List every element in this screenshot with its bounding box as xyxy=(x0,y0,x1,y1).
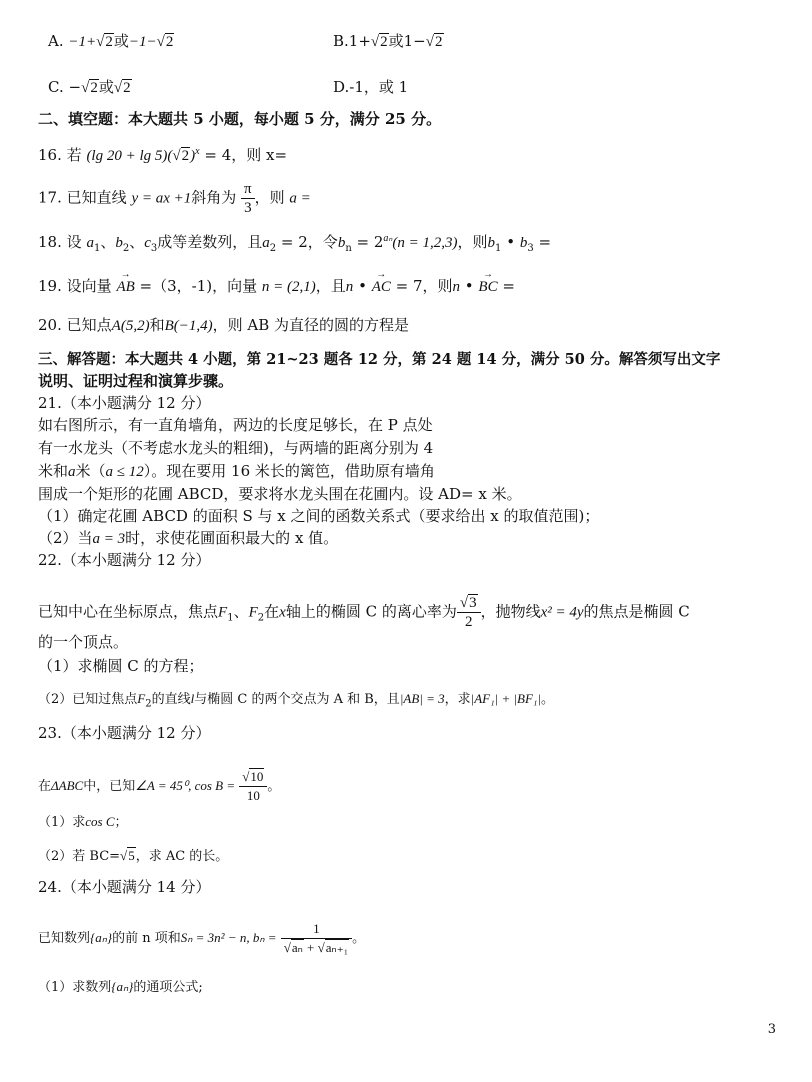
question-18 xyxy=(38,229,551,259)
q23-sub2 xyxy=(38,846,228,867)
q24-para1 xyxy=(38,920,365,957)
q16-expression: (lg 20 + lg 5)( xyxy=(86,148,173,164)
q23-cosc: cos C xyxy=(85,814,115,829)
q22-ab: |AB| = 3 xyxy=(399,691,445,706)
q16-exponent: x xyxy=(195,146,200,157)
option-c-sqrt2: √2 xyxy=(113,80,131,96)
q18-eq: = 2，令 xyxy=(276,233,338,251)
q23-angle: ∠A = 45⁰, cos B = xyxy=(135,778,236,793)
q22-p1e: 的焦点是椭圆 C xyxy=(583,602,690,621)
q18-b3-sub: 3 xyxy=(527,243,534,254)
option-a-sqrt2: √2 xyxy=(156,34,174,50)
q23-s1a: （1）求 xyxy=(38,815,86,830)
q21-l3a: 米和 xyxy=(38,462,69,480)
q24-fraction: $\frac{1}{\text{√aₙ + √aₙ₊₁}}$ xyxy=(281,920,352,957)
q18-text1: 设 xyxy=(66,233,82,251)
q22-s2a: （2）已知过焦点 xyxy=(38,692,138,707)
q24-p1c: 。 xyxy=(352,931,366,946)
q22-s2e: 。 xyxy=(541,692,555,707)
q17-fraction: $\frac{\pi}{3}$ xyxy=(241,180,255,217)
q22-sep: 、 xyxy=(233,602,249,621)
q22-parabola: x² = 4y xyxy=(540,604,584,621)
q19-dot: • xyxy=(353,277,372,295)
q18-b3: b xyxy=(519,235,528,251)
q24-s1b: 的通项公式; xyxy=(133,980,203,995)
q23-p1c: 。 xyxy=(267,779,281,794)
q22-line-l: l xyxy=(190,691,195,706)
q21-l6a: （2）当 xyxy=(38,529,93,547)
q23-triangle: ΔABC xyxy=(51,778,84,793)
q22-s2c: 与椭圆 C 的两个交点为 A 和 B，且 xyxy=(194,692,400,707)
q16-close: ) xyxy=(190,148,196,164)
q23-fraction: $\frac{√10}{10}$ xyxy=(239,768,267,805)
q18-b1-sub: 1 xyxy=(495,243,502,254)
q18-dot: • xyxy=(501,233,520,251)
q21-l3c: ）。现在要用 16 米长的篱笆，借助原有墙角 xyxy=(143,462,435,480)
q22-para1 xyxy=(38,594,690,631)
option-c-label: C. xyxy=(48,78,64,96)
q18-c3: c xyxy=(144,235,151,251)
q24-title: 24.（本小题满分 14 分） xyxy=(38,878,211,896)
option-a-or: 或 xyxy=(113,32,129,50)
q24-s1a: （1）求数列 xyxy=(38,980,112,995)
q24-p1b: 的前 n 项和 xyxy=(112,931,181,946)
q18-c3-sub: 3 xyxy=(150,243,158,254)
q23-s2b: ，求 AC 的长。 xyxy=(135,849,229,864)
q22-s2-f: F xyxy=(137,691,146,706)
q19-n2: n xyxy=(345,279,354,295)
option-b-label: B.1+ xyxy=(333,32,371,50)
q17-prefix: 已知直线 xyxy=(66,188,127,207)
q21-title: 21.（本小题满分 12 分） xyxy=(38,394,211,412)
option-b-or: 或1− xyxy=(388,32,426,50)
q22-sub2 xyxy=(38,689,554,715)
q16-suffix: = 4，则 x= xyxy=(204,146,288,164)
q19-number: 19. xyxy=(38,277,62,295)
q17-number: 17. xyxy=(38,188,62,207)
q20-point-a: A(5,2) xyxy=(111,318,150,334)
q22-p1b: 在 xyxy=(264,602,280,621)
q21-condition: a ≤ 12 xyxy=(105,464,144,480)
q21-line4: 围成一个矩形的花圃 ABCD，要求将水龙头围在花圃内。设 AD= x 米。 xyxy=(38,485,522,503)
q21-line3 xyxy=(38,461,435,482)
q18-bn-sub: n xyxy=(345,243,352,254)
q19-text1: 设向量 xyxy=(66,277,112,295)
option-c-or: 或 xyxy=(98,78,114,96)
question-19 xyxy=(38,276,515,297)
q18-text3: ，则 xyxy=(457,233,488,251)
q23-para1 xyxy=(38,768,280,805)
q18-text2: 成等差数列，且 xyxy=(157,233,263,251)
q18-b1: b xyxy=(487,235,496,251)
q22-p1d: ，抛物线 xyxy=(480,602,541,621)
option-b xyxy=(333,31,444,52)
q22-x: x xyxy=(279,604,286,621)
section2-heading: 二、填空题：本大题共 5 小题，每小题 5 分，满分 25 分。 xyxy=(38,110,442,128)
option-a-term1: −1+ xyxy=(68,34,97,50)
q19-n3: n xyxy=(452,279,461,295)
q19-vector-n: n = (2,1) xyxy=(261,279,316,295)
q19-text2: ，且 xyxy=(315,277,346,295)
q17-mid: 斜角为 xyxy=(191,188,237,207)
q22-para2: 的一个顶点。 xyxy=(38,633,129,651)
option-a-label: A. xyxy=(48,32,64,50)
question-20 xyxy=(38,315,409,336)
q18-sep1: 、 xyxy=(100,233,116,251)
q18-a2: a xyxy=(262,235,270,251)
q23-sqrt5: √5 xyxy=(120,848,135,863)
q18-end: = xyxy=(533,233,552,251)
q22-p1c: 轴上的椭圆 C 的离心率为 xyxy=(285,602,457,621)
q16-number: 16. xyxy=(38,146,62,164)
q23-s1c: ； xyxy=(114,815,128,830)
q21-line2: 有一水龙头（不考虑水龙头的粗细)，与两墙的距离分别为 4 xyxy=(38,439,434,457)
q19-vector-bc: → BC xyxy=(478,277,497,297)
question-17 xyxy=(38,180,311,217)
q23-s2a: （2）若 BC= xyxy=(38,849,121,864)
q18-b2: b xyxy=(115,235,123,251)
q19-vector-ac: → AC xyxy=(372,277,391,297)
q24-p1a: 已知数列 xyxy=(38,931,91,946)
q19-dot2: • xyxy=(460,277,479,295)
q22-f1-sub: 1 xyxy=(227,612,234,624)
option-c-minus: − xyxy=(68,78,82,96)
q18-a1: a xyxy=(86,235,94,251)
q18-eq2: = 2 xyxy=(351,233,384,251)
q24-sn: Sₙ = 3n² − n, bₙ = xyxy=(180,930,277,945)
q22-f2: F xyxy=(248,604,258,621)
q18-a2-sub: 2 xyxy=(269,243,277,254)
question-16 xyxy=(38,142,287,166)
q23-title: 23.（本小题满分 12 分） xyxy=(38,724,211,742)
q16-sqrt: √2 xyxy=(172,148,190,164)
q22-p1a: 已知中心在坐标原点，焦点 xyxy=(38,602,219,621)
q18-paren: (n = 1,2,3) xyxy=(392,235,458,251)
q17-post: ，则 xyxy=(254,188,285,207)
q24-sub1 xyxy=(38,977,203,998)
section3-heading-line2: 说明、证明过程和演算步骤。 xyxy=(38,372,234,390)
option-c-sqrt1: √2 xyxy=(81,80,98,96)
option-a-term2: −1− xyxy=(128,34,157,50)
q23-p1b: 中，已知 xyxy=(83,779,136,794)
q20-point-b: B(−1,4) xyxy=(164,318,213,334)
option-b-sqrt1: √2 xyxy=(370,34,388,50)
q20-text2: ，则 AB 为直径的圆的方程是 xyxy=(212,316,410,334)
q24-s1seq: {aₙ} xyxy=(111,979,134,994)
q24-seq: {aₙ} xyxy=(90,930,113,945)
q23-p1a: 在 xyxy=(38,779,52,794)
q22-fraction: $\frac{√3}{2}$ xyxy=(457,594,481,631)
q17-expression: y = ax +1 xyxy=(131,190,192,207)
q22-sub1: （1）求椭圆 C 的方程； xyxy=(38,657,204,675)
option-c xyxy=(48,77,132,98)
q18-sup: aₙ xyxy=(383,233,393,244)
q21-l6b: 时，求使花圃面积最大的 x 值。 xyxy=(125,529,339,547)
q20-number: 20. xyxy=(38,316,62,334)
q18-a1-sub: 1 xyxy=(93,243,101,254)
option-a-sqrt1: √2 xyxy=(96,34,113,50)
q22-title: 22.（本小题满分 12 分） xyxy=(38,551,211,569)
q21-var-a: a xyxy=(68,464,76,480)
q22-s2-f-sub: 2 xyxy=(145,698,152,710)
q22-f1: F xyxy=(218,604,228,621)
q18-sep2: 、 xyxy=(129,233,145,251)
option-d: D.-1，或 1 xyxy=(333,78,409,96)
q17-tail: a = xyxy=(289,190,311,207)
q19-val2: = 7，则 xyxy=(390,277,453,295)
q19-vector-ab: → AB xyxy=(116,277,134,297)
q21-line5: （1）确定花圃 ABCD 的面积 S 与 x 之间的函数关系式（要求给出 x 的取值范围)； xyxy=(38,507,600,525)
q23-sub1 xyxy=(38,812,128,833)
q22-s2d: ，求 xyxy=(444,692,471,707)
q19-val1: =（3，-1)，向量 xyxy=(134,277,258,295)
q21-l3b: 米（ xyxy=(75,462,106,480)
q16-prefix: 若 xyxy=(66,146,82,164)
q20-text1: 已知点 xyxy=(66,316,112,334)
option-b-sqrt2: √2 xyxy=(425,34,443,50)
q20-and: 和 xyxy=(149,316,165,334)
q22-expr: |AF₁| + |BF₁| xyxy=(470,691,542,706)
q19-end: = xyxy=(497,277,515,295)
q21-line1: 如右图所示，有一直角墙角，两边的长度足够长，在 P 点处 xyxy=(38,416,433,434)
q22-s2b: 的直线 xyxy=(151,692,191,707)
q21-var-eq: a = 3 xyxy=(92,531,126,547)
option-a xyxy=(48,31,174,52)
q22-f2-sub: 2 xyxy=(257,612,265,624)
q18-b2-sub: 2 xyxy=(122,243,130,254)
q18-bn: b xyxy=(337,235,346,251)
q18-number: 18. xyxy=(38,233,62,251)
section3-heading-line1: 三、解答题：本大题共 4 小题，第 21~23 题各 12 分，第 24 题 14 分，满分 50 分。解答须写出文字 xyxy=(38,351,721,368)
page-number: 3 xyxy=(767,1022,776,1037)
q21-line6 xyxy=(38,528,338,549)
